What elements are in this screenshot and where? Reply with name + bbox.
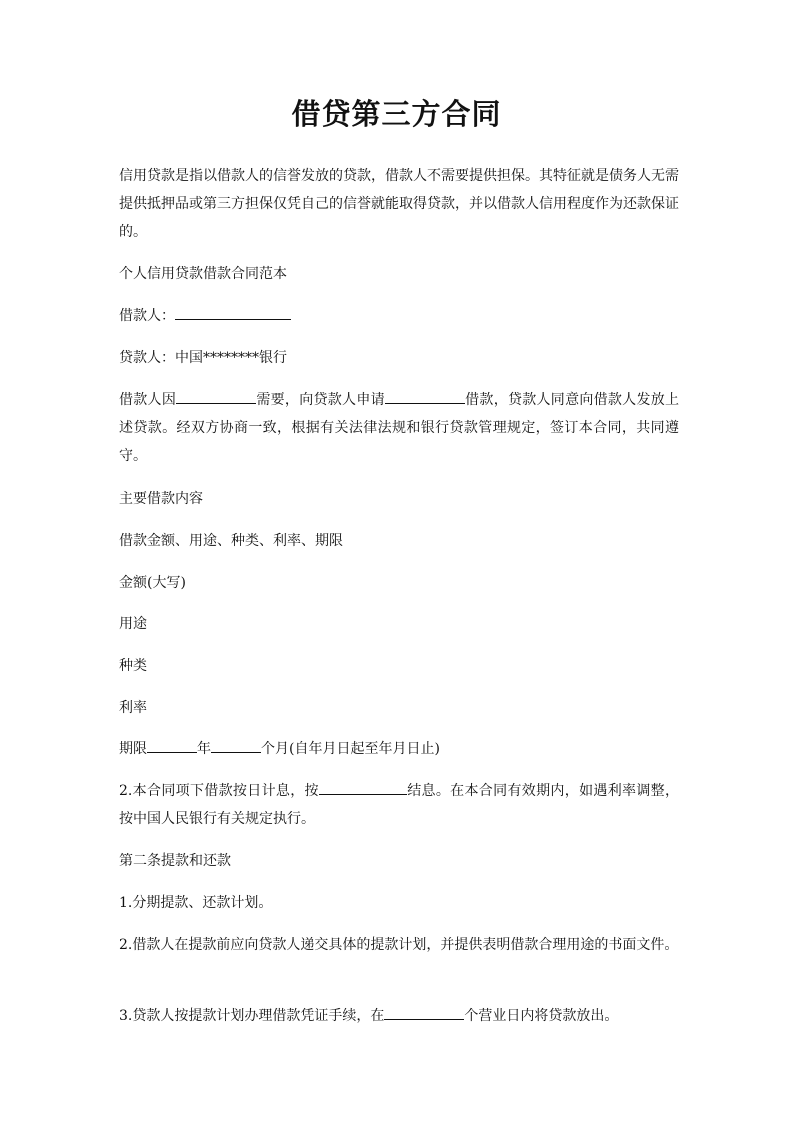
clause-2-paragraph <box>119 777 679 833</box>
template-title: 个人信用贷款借款合同范本 <box>119 266 287 282</box>
reason-blank-1 <box>176 388 256 404</box>
reason-paragraph <box>119 386 679 470</box>
amount-line: 金额(大写) <box>119 575 186 591</box>
clause-2-text-2: 结息。在本合同有效期内，如遇利率调整，按中国人民银行有关规定执行。 <box>119 783 680 827</box>
purpose-line: 用途 <box>119 616 147 632</box>
lender-line: 贷款人：中国********银行 <box>119 350 287 366</box>
item-1: 1.分期提款、还款计划。 <box>119 895 273 911</box>
term-text-3: 个月(自年月日起至年月日止) <box>261 741 440 757</box>
rate-line: 利率 <box>119 700 147 716</box>
article-2-heading: 第二条提款和还款 <box>119 853 231 869</box>
borrower-blank <box>175 304 291 320</box>
term-line <box>119 735 679 763</box>
item-3-text-1: 3.贷款人按提款计划办理借款凭证手续，在 <box>119 1008 385 1024</box>
term-blank-years <box>147 737 197 753</box>
loan-items-line: 借款金额、用途、种类、利率、期限 <box>119 533 343 549</box>
type-line: 种类 <box>119 658 147 674</box>
clause-2-text-1: 2.本合同项下借款按日计息，按 <box>119 783 319 799</box>
reason-blank-2 <box>385 388 465 404</box>
clause-2-blank <box>319 779 407 795</box>
reason-text-1: 借款人因 <box>119 392 177 408</box>
item-3 <box>119 1002 679 1030</box>
reason-text-2: 需要，向贷款人申请 <box>256 392 385 408</box>
document-title: 借贷第三方合同 <box>291 97 502 131</box>
borrower-label: 借款人： <box>119 308 175 324</box>
term-blank-months <box>211 737 261 753</box>
item-3-blank <box>384 1004 464 1020</box>
reason-text-3: 借款，贷款人同意向借款人发放上述贷款。经双方协商一致，根据有关法律法规和银行贷款管理规定，签订本合同，共同遵守。 <box>119 392 680 464</box>
item-2: 2.借款人在提款前应向贷款人递交具体的提款计划，并提供表明借款合理用途的书面文件。 <box>119 937 679 953</box>
term-text-1: 期限 <box>119 741 147 757</box>
borrower-line <box>119 302 679 330</box>
intro-paragraph: 信用贷款是指以借款人的信誉发放的贷款，借款人不需要提供担保。其特征就是债务人无需提供抵押品或第三方担保仅凭自己的信誉就能取得贷款，并以借款人信用程度作为还款保证的。 <box>119 168 679 240</box>
main-content-heading: 主要借款内容 <box>119 491 203 507</box>
item-3-text-2: 个营业日内将贷款放出。 <box>464 1008 619 1024</box>
term-text-2: 年 <box>197 741 211 757</box>
